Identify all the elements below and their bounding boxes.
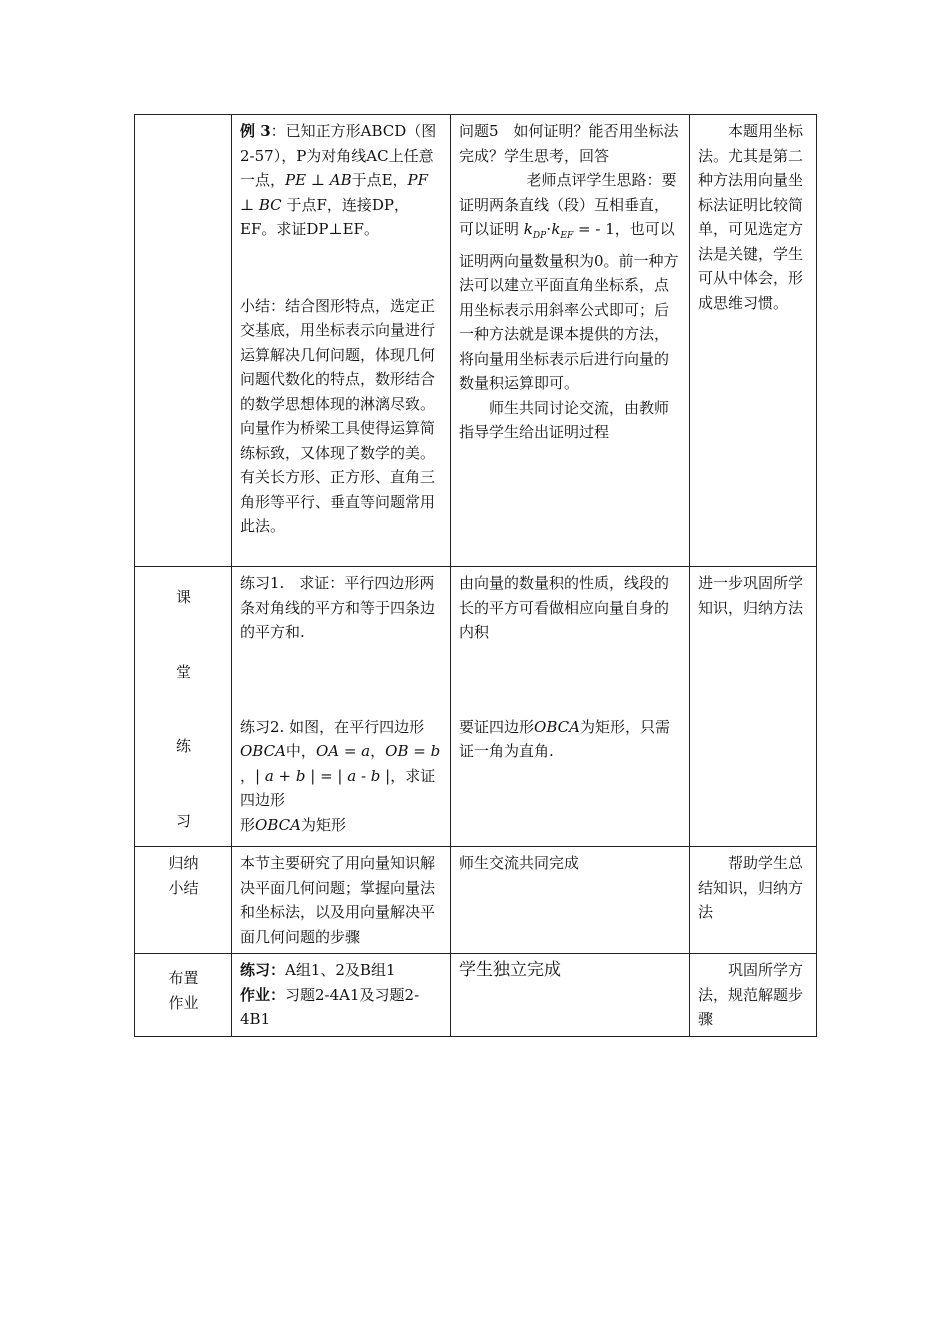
summary-activity-cell: 师生交流共同完成 [451,847,690,954]
classroom-practice-row [135,567,817,847]
practice-intent-cell: 进一步巩固所学知识，归纳方法 [690,567,817,847]
question-5: 问题5 如何证明？能否用坐标法完成？学生思考，回答 [459,122,679,165]
summary-label: 归纳 小结 [135,847,232,954]
exercise-2-hint: 要证四边形OBCA为矩形，只需证一角为直角. [459,717,670,760]
example-3-label-cell [135,115,232,567]
classroom-practice-label: 课 堂 练 习 [135,567,232,847]
homework-label: 布置 作业 [135,954,232,1037]
homework-row [135,954,817,1037]
example-3-statement: 例 3：已知正方形ABCD（图2-57），P为对角线AC上任意一点，PE ⊥ AB于点E，PF ⊥ BC 于点F，连接DP，EF。求证DP⊥EF。 [240,122,437,238]
discussion-note: 师生共同讨论交流，由教师指导学生给出证明过程 [459,398,670,441]
summary-content-cell: 本节主要研究了用向量知识解决平面几何问题；掌握向量法和坐标法，以及用向量解决平面几何问题的步骤 [232,847,451,954]
example-3-activity-cell [451,115,690,567]
practice-exercises-cell [232,567,451,847]
homework-intent-cell: 巩固所学方法，规范解题步骤 [690,954,817,1037]
exercise-1-hint: 由向量的数量积的性质，线段的长的平方可看做相应向量自身的内积 [459,574,670,641]
lesson-plan-table [134,114,817,1037]
exercise-2: 练习2. 如图，在平行四边形OBCA中，OA = a，OB = b ，| a + b | = | a - b |，求证四边形 形OBCA为矩形 [240,717,441,834]
summary-intent-cell: 帮助学生总结知识，归纳方法 [690,847,817,954]
example-3-intent-cell: 本题用坐标法。尤其是第二种方法用向量坐标法证明比较简单，可见选定方法是关键，学生可从中体会，形成思维习惯。 [690,115,817,567]
practice-guidance-cell [451,567,690,847]
example-3-row [135,115,817,567]
homework-activity-cell: 学生独立完成 [451,954,690,1037]
practice-assignment: 练习：A组1、2及B组1 [240,961,396,979]
exercise-1: 练习1. 求证：平行四边形两条对角线的平方和等于四条边的平方和. [240,574,436,641]
example-3-summary: 小结：结合图形特点，选定正交基底，用坐标表示向量进行运算解决几何问题，体现几何问题代数化的特点，数形结合的数学思想体现的淋漓尽致。向量作为桥梁工具使得运算简练标致，又体现了数学的美。有关长方形、正方形、直角三角形等平行、垂直等问题常用此法。 [240,296,436,535]
teacher-comment: 老师点评学生思路：要证明两条直线（段）互相垂直，可以证明 $k_{DP}\cdot k_{EF}$ = - 1，也可以证明两向量数量积为0。前一种方法可以建立平面直角坐标系，点用坐标表示用斜率公式即可；后一种方法就是课本提供的方法，将向量用坐标表示后进行向量的数量积运算即可。 [459,171,679,392]
example-3-content-cell [232,115,451,567]
homework-content-cell [232,954,451,1037]
homework-assignment: 作业：习题2-4A1及习题2-4B1 [240,985,420,1028]
summary-row [135,847,817,954]
